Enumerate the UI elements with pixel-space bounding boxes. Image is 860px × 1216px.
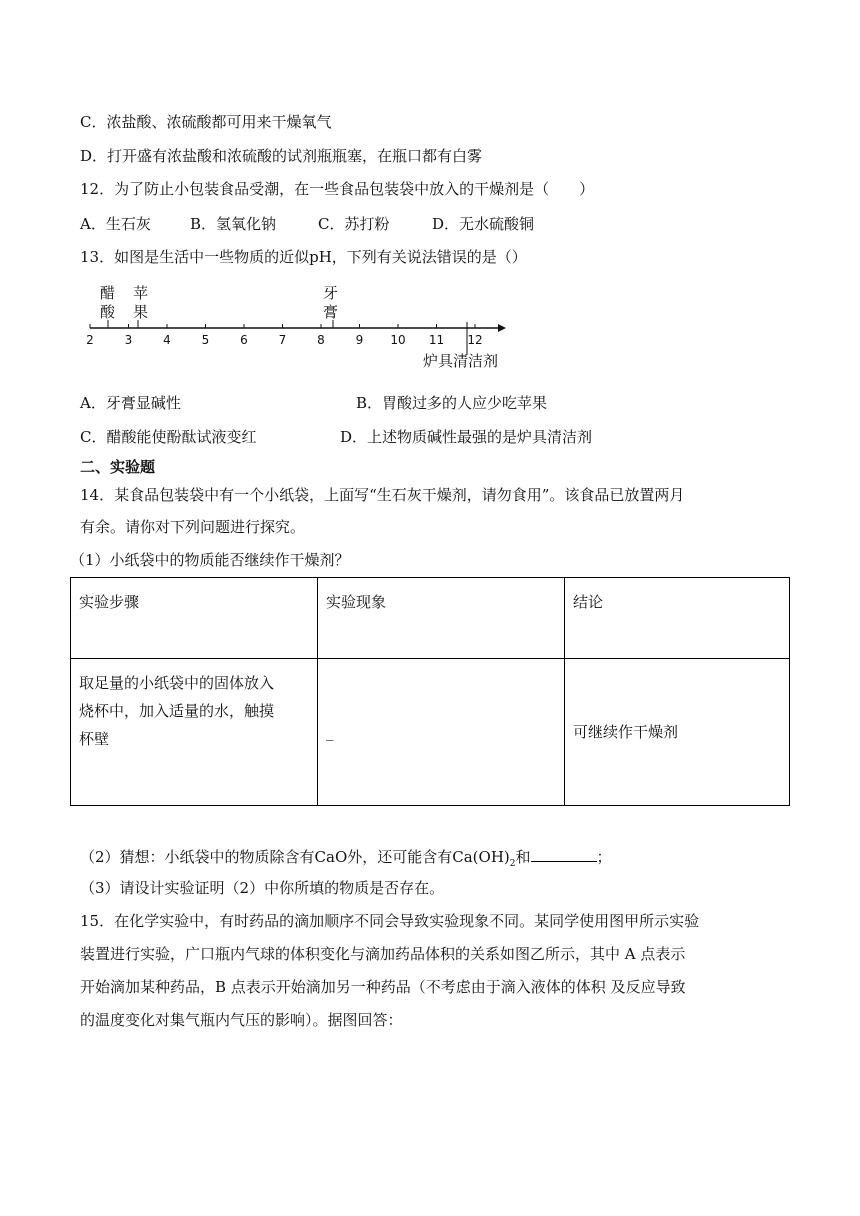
cell-phenomenon[interactable]: _ xyxy=(318,659,565,806)
ph-tick-label: 10 xyxy=(390,333,406,347)
cell-conclusion: 可继续作干燥剂 xyxy=(565,659,790,806)
q12-option-b: B．氢氧化钠 xyxy=(190,215,277,233)
ph-tick-label: 11 xyxy=(428,333,445,347)
ph-tick-label: 7 xyxy=(278,333,287,347)
q13-option-d: D．上述物质碱性最强的是炉具清洁剂 xyxy=(340,428,593,446)
question-12: 12．为了防止小包装食品受潮，在一些食品包装袋中放入的干燥剂是（ ） xyxy=(80,180,595,198)
header-phenomenon: 实验现象 xyxy=(318,578,565,659)
answer-blank[interactable] xyxy=(531,845,597,862)
section-heading: 二、实验题 xyxy=(80,458,156,476)
option-d-line: D．打开盛有浓盐酸和浓硫酸的试剂瓶瓶塞，在瓶口都有白雾 xyxy=(80,147,483,165)
ph-tick-label: 12 xyxy=(467,333,483,347)
q13-option-a: A．牙膏显碱性 xyxy=(80,394,181,412)
cell-step xyxy=(71,659,318,806)
table-header-row xyxy=(71,578,790,659)
question-14-line2: 有余。请你对下列问题进行探究。 xyxy=(80,518,306,536)
ph-tick-label: 6 xyxy=(240,333,248,347)
ph-tick-label: 3 xyxy=(124,333,133,347)
question-15-line2: 装置进行实验，广口瓶内气球的体积变化与滴加药品体积的关系如图乙所示，其中 A 点表示 xyxy=(80,945,686,963)
step-line-3: 杯壁 xyxy=(79,730,110,748)
label-toothpaste-2: 膏 xyxy=(323,303,339,321)
label-apple-1: 苹 xyxy=(133,284,149,302)
option-c-line: C．浓盐酸、浓硫酸都可用来干燥氧气 xyxy=(80,113,332,131)
step-line-1: 取足量的小纸袋中的固体放入 xyxy=(79,674,275,692)
header-step: 实验步骤 xyxy=(71,578,318,659)
sub2-and: 和 xyxy=(515,848,531,866)
sub2-prefix: （2）猜想：小纸袋中的物质除含有CaO外，还可能含有Ca(OH) xyxy=(80,848,510,866)
label-cleaner: 炉具清洁剂 xyxy=(423,352,499,370)
ph-scale-figure xyxy=(80,280,520,375)
q12-option-a: A．生石灰 xyxy=(80,215,151,233)
question-14-sub3: （3）请设计实验证明（2）中你所填的物质是否存在。 xyxy=(80,879,445,897)
question-14-sub1: （1）小纸袋中的物质能否继续作干燥剂？ xyxy=(70,551,350,569)
ph-tick-label: 4 xyxy=(163,333,171,347)
question-15-line1: 15．在化学实验中，有时药品的滴加顺序不同会导致实验现象不同。某同学使用图甲所示实验 xyxy=(80,912,700,930)
sub2-subscript: 2 xyxy=(509,859,516,869)
table-row xyxy=(71,659,790,806)
ph-tick-label: 9 xyxy=(355,333,364,347)
q13-option-b: B．胃酸过多的人应少吃苹果 xyxy=(356,394,548,412)
question-13: 13．如图是生活中一些物质的近似pH，下列有关说法错误的是（） xyxy=(80,248,527,266)
question-15-line3: 开始滴加某种药品，B 点表示开始滴加另一种药品（不考虑由于滴入液体的体积 及反应导致 xyxy=(80,978,686,996)
question-15-line4: 的温度变化对集气瓶内气压的影响）。据图回答： xyxy=(80,1011,403,1029)
question-14-line1: 14．某食品包装袋中有一个小纸袋，上面写“生石灰干燥剂，请勿食用”。该食品已放置两月 xyxy=(80,486,685,504)
label-vinegar-1: 醋 xyxy=(100,284,116,302)
q12-option-d: D．无水硫酸铜 xyxy=(432,215,535,233)
label-vinegar-2: 酸 xyxy=(100,303,116,321)
ph-tick-label: 5 xyxy=(201,333,210,347)
ph-axis-arrow xyxy=(498,324,506,332)
ph-tick-label: 8 xyxy=(317,333,325,347)
step-line-2: 烧杯中，加入适量的水，触摸 xyxy=(79,702,275,720)
sub2-end: ； xyxy=(596,848,612,866)
question-14-sub2 xyxy=(80,845,612,874)
ph-tick-label: 2 xyxy=(86,333,94,347)
label-apple-2: 果 xyxy=(133,303,149,321)
q12-option-c: C．苏打粉 xyxy=(318,215,390,233)
label-toothpaste-1: 牙 xyxy=(323,284,339,302)
header-conclusion: 结论 xyxy=(565,578,790,659)
q13-option-c: C．醋酸能使酚酞试液变红 xyxy=(80,428,257,446)
experiment-table xyxy=(70,577,790,806)
